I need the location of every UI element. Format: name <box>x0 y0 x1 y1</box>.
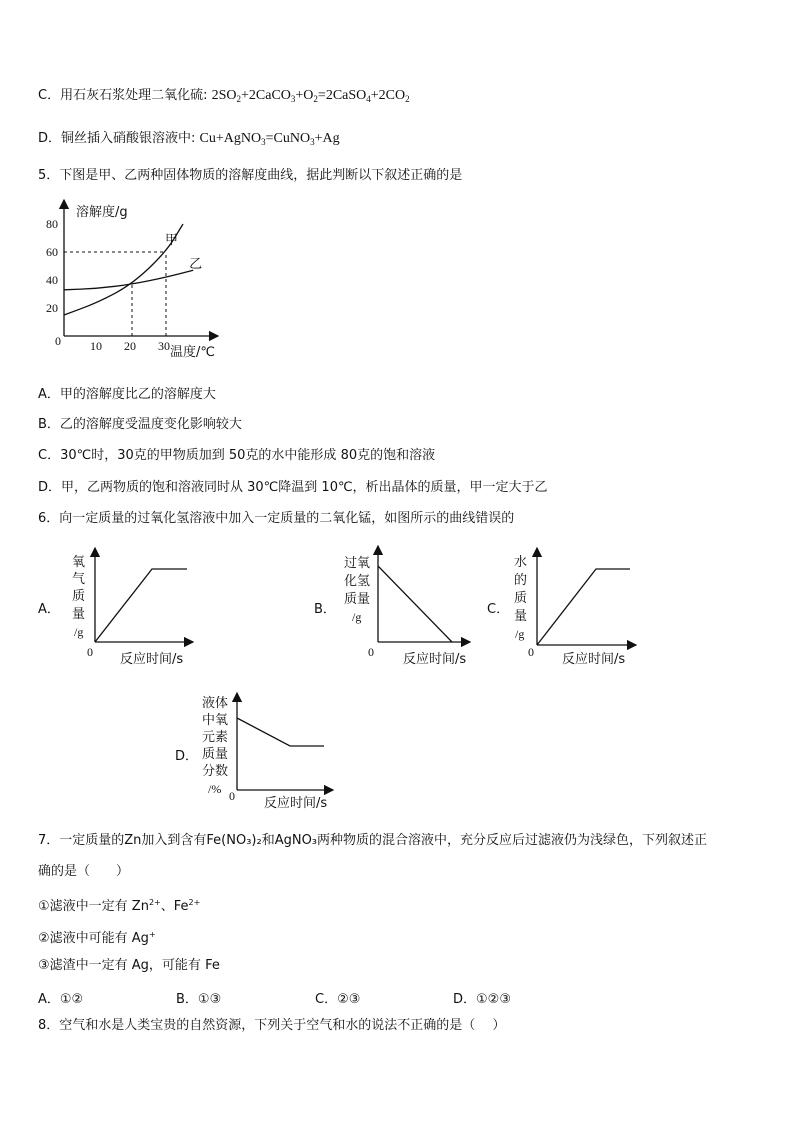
series-line-2 <box>64 270 193 290</box>
y-tick-label: 60 <box>46 245 58 259</box>
x-tick-label: 30 <box>158 339 170 353</box>
q4-option-c <box>38 88 410 107</box>
q6-graph-d-origin: 0 <box>229 789 235 803</box>
q6-graph-a-origin: 0 <box>87 645 93 659</box>
q7-choice-b[interactable]: B．①③ <box>176 992 222 1007</box>
q6-graph-a-curve <box>95 569 187 642</box>
q4-option-c-equation: $2SO_2+2CaCO_3+O_2=2CaSO_4+2CO_2$ <box>211 88 410 104</box>
q6-graph-a-ylabel-3: 质 <box>72 589 86 604</box>
q7-stem-line2: 确的是（ ） <box>38 864 130 879</box>
q6-graph-a-ylabel-5: /g <box>74 625 84 639</box>
q4-option-c-text: C．用石灰石浆处理二氧化硫: <box>38 88 212 103</box>
q6-graph-c-ylabel-3: 质 <box>514 591 528 606</box>
q6-option-c-label: C． <box>487 602 510 617</box>
q6-graph-d-ylabel-1: 液体 <box>202 696 229 711</box>
q5-option-a: A．甲的溶解度比乙的溶解度大 <box>38 387 216 402</box>
q6-graph-b-curve <box>378 566 452 642</box>
q6-graph-b <box>344 546 470 667</box>
q6-graph-a-ylabel-2: 气 <box>72 572 86 587</box>
y-tick-label: 40 <box>46 273 58 287</box>
q6-graph-c-ylabel-1: 水 <box>514 555 528 570</box>
q6-graph-b-ylabel-1: 过氧 <box>344 556 371 571</box>
q6-graph-d-ylabel-6: /% <box>208 782 222 796</box>
q6-graph-c-curve <box>537 569 630 645</box>
q5-stem: 5．下图是甲、乙两种固体物质的溶解度曲线，据此判断以下叙述正确的是 <box>38 168 463 183</box>
series-line-1 <box>64 224 183 315</box>
q6-graph-d-ylabel-3: 元素 <box>202 730 229 745</box>
y-tick-label: 80 <box>46 217 58 231</box>
q6-graph-b-xlabel: 反应时间/s <box>403 652 467 667</box>
q6-graph-d-curve <box>237 718 324 746</box>
series-label-2: 乙 <box>189 257 203 273</box>
q6-graph-a-xlabel: 反应时间/s <box>120 652 184 667</box>
q6-graph-c <box>514 548 636 667</box>
q6-graph-a-ylabel-4: 量 <box>72 607 86 622</box>
q6-graph-c-xlabel: 反应时间/s <box>562 652 626 667</box>
q6-graph-d-ylabel-2: 中氧 <box>202 713 229 728</box>
q7-choice-c[interactable]: C．②③ <box>315 992 361 1007</box>
q6-graph-d-ylabel-4: 质量 <box>202 747 229 762</box>
q6-stem: 6．向一定质量的过氧化氢溶液中加入一定质量的二氧化锰，如图所示的曲线错误的 <box>38 511 515 526</box>
y-tick-label: 20 <box>46 301 58 315</box>
x-tick-label: 20 <box>124 339 136 353</box>
q7-statement-2: ②滤液中可能有 Ag+ <box>38 930 156 946</box>
q4-option-d <box>38 131 340 150</box>
q7-stem-line1: 7．一定质量的Zn加入到含有Fe(NO₃)₂和AgNO₃两种物质的混合溶液中，充分反应后过滤液仍为浅绿色，下列叙述正 <box>38 833 708 848</box>
series-label-1: 甲 <box>165 233 179 248</box>
q8-stem: 8．空气和水是人类宝贵的自然资源，下列关于空气和水的说法不正确的是（ ） <box>38 1018 506 1033</box>
q5-option-d: D．甲，乙两物质的饱和溶液同时从 30℃降温到 10℃，析出晶体的质量，甲一定大于乙 <box>38 480 548 495</box>
q7-choice-d[interactable]: D．①②③ <box>453 992 511 1007</box>
q6-option-b-label: B． <box>314 602 336 617</box>
q6-graph-d <box>202 693 333 811</box>
q6-graph-a <box>72 548 193 667</box>
q6-graph-c-ylabel-2: 的 <box>514 573 528 588</box>
q7-choice-a[interactable]: A．①② <box>38 992 84 1007</box>
q6-graph-d-xlabel: 反应时间/s <box>264 796 328 811</box>
q6-graph-c-ylabel-5: /g <box>515 627 525 641</box>
q6-graph-b-ylabel-4: /g <box>352 610 362 624</box>
q4-option-d-equation: Cu+AgNO$_3$=CuNO$_3$+Ag <box>199 131 340 147</box>
q6-graph-c-origin: 0 <box>528 645 534 659</box>
q5-option-c: C．30℃时，30克的甲物质加到 50克的水中能形成 80克的饱和溶液 <box>38 448 436 463</box>
q6-graph-d-ylabel-5: 分数 <box>202 764 229 779</box>
q6-graph-b-origin: 0 <box>368 645 374 659</box>
q6-graph-b-ylabel-2: 化氢 <box>344 574 371 589</box>
q4-option-d-text: D．铜丝插入硝酸银溶液中: <box>38 131 200 146</box>
q6-graph-c-ylabel-4: 量 <box>514 609 528 624</box>
origin-label: 0 <box>55 334 61 348</box>
x-tick-label: 10 <box>90 339 102 353</box>
q6-option-a-label: A． <box>38 602 60 617</box>
q7-statement-3: ③滤渣中一定有 Ag，可能有 Fe <box>38 958 220 973</box>
q6-graph-a-ylabel-1: 氧 <box>72 555 86 570</box>
q6-graph-b-ylabel-3: 质量 <box>344 592 371 607</box>
q6-option-d-label: D． <box>175 749 199 764</box>
q7-statement-1: ①滤液中一定有 $Zn^{2+}$、$Fe^{2+}$ <box>38 898 201 914</box>
y-axis-label: 溶解度/g <box>76 205 128 220</box>
q5-option-b: B．乙的溶解度受温度变化影响较大 <box>38 417 242 432</box>
x-axis-label: 温度/℃ <box>170 345 215 360</box>
